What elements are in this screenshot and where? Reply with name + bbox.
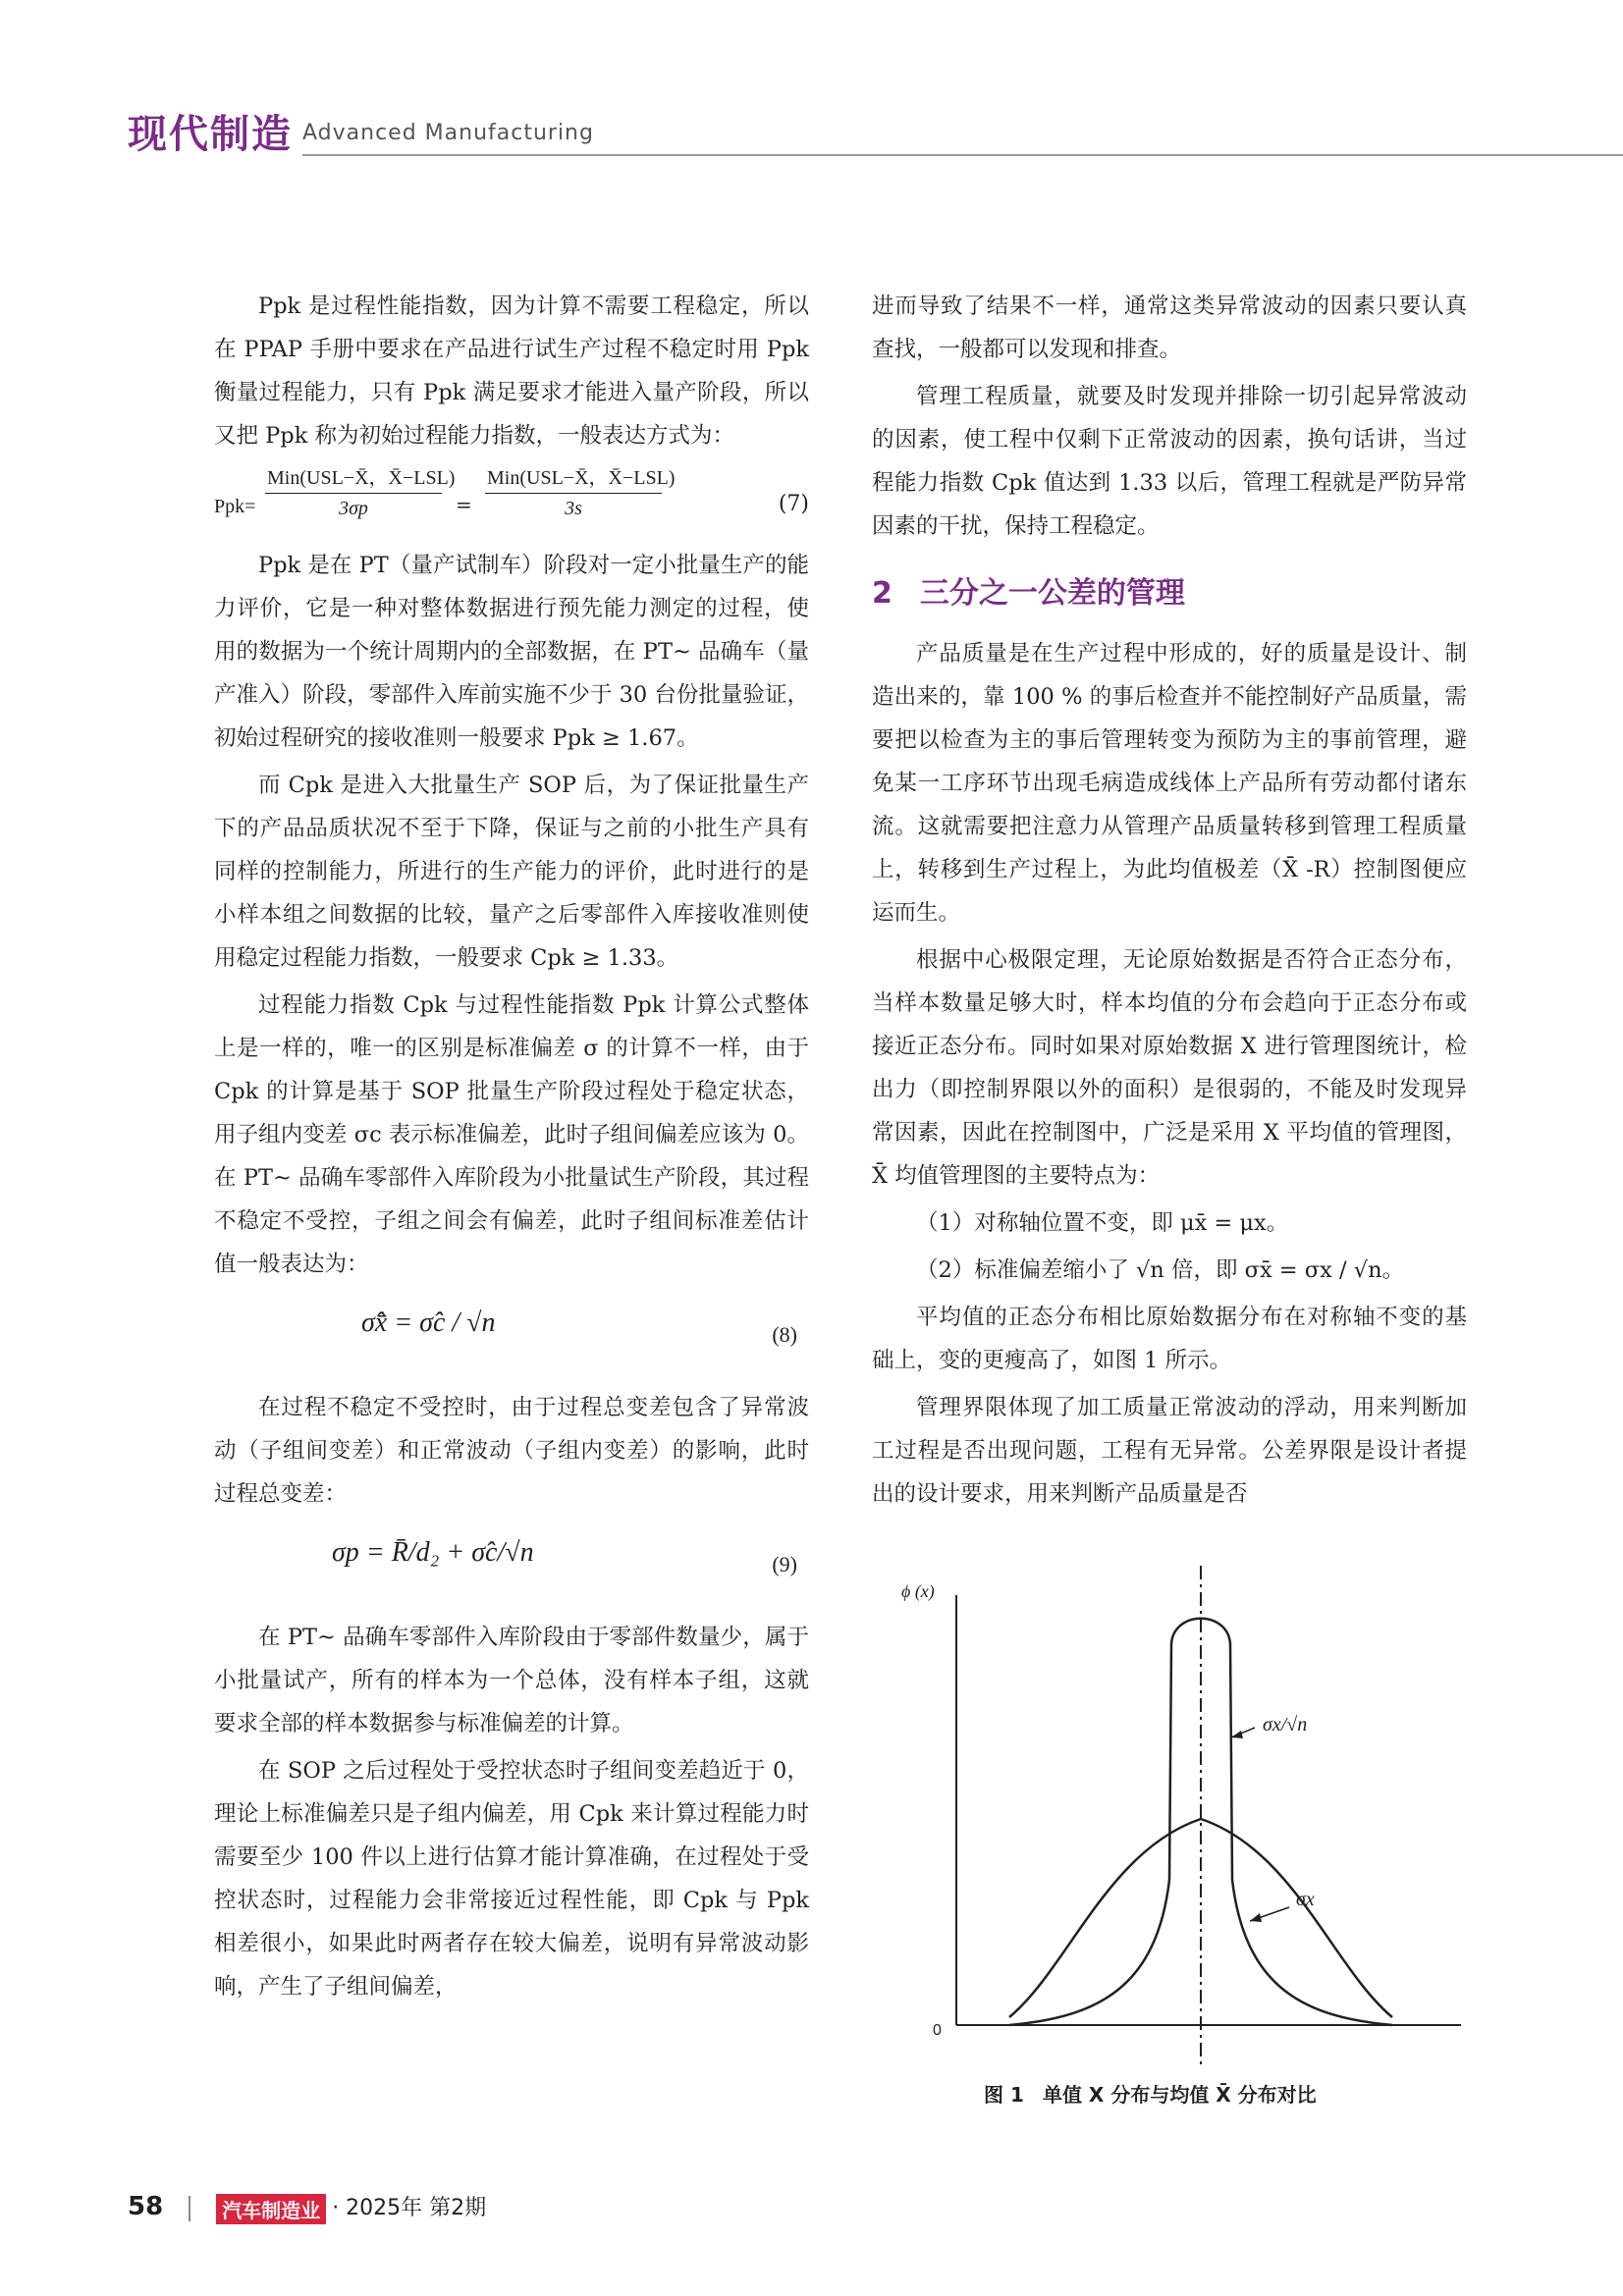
right-column [872,285,1467,1520]
left-column [214,285,809,2012]
footer-divider [189,2196,190,2221]
equation-9 [214,1522,809,1610]
page-header [128,103,1623,158]
paragraph: 进而导致了结果不一样，通常这类异常波动的因素只要认真查找，一般都可以发现和排查。 [872,294,1467,362]
caption-text: 单值 X 分布与均值 X̄ 分布对比 [1042,2083,1317,2107]
equation-body: σp = R̄/d₂ + σ̂c/√n [332,1537,534,1568]
figure-caption [984,2079,1317,2108]
magazine-logo: 汽车制造业 [216,2194,326,2224]
paragraph: 产品质量是在生产过程中形成的，好的质量是设计、制造出来的，靠 100 % 的事后检查并不能控制好产品质量，需要把以检查为主的事后管理转变为预防为主的事前管理，避免某一工序环节出现毛病造成线体上产品所有劳动都付诸东流。这就需要把注意力从管理产品质量转移到管理工程质量上，转移到生产过程上，为此均值极差（X̄ -R）控制图便应运而生。 [872,641,1467,926]
denominator: 3σp [339,498,368,519]
origin-label: 0 [933,2022,942,2039]
y-axis-label: ϕ (x) [901,1581,935,1601]
distribution-diagram [872,1556,1481,2066]
equation-8 [214,1292,809,1380]
paragraph: 管理工程质量，就要及时发现并排除一切引起异常波动的因素，使工程中仅剩下正常波动的因素，换句话讲，当过程能力指数 Cpk 值达到 1.33 以后，管理工程就是严防异常因素的干扰，保持工程稳定。 [872,384,1467,539]
header-rule [302,154,1623,156]
paragraph: Ppk 是过程性能指数，因为计算不需要工程稳定，所以在 PPAP 手册中要求在产品进行试生产过程不稳定时用 Ppk 衡量过程能力，只有 Ppk 满足要求才能进入量产阶段，所以又把 Ppk 称为初始过程能力指数，一般表达方式为： [214,294,809,449]
equation-lhs: Ppk= [214,496,256,517]
numerator: Min(USL−X̄，X̄−LSL) [265,463,442,494]
section-title: 三分之一公差的管理 [919,576,1185,611]
fraction [265,463,456,523]
section-heading [872,569,1467,618]
paragraph: 在 SOP 之后过程处于受控状态时子组间变差趋近于 0，理论上标准偏差只是子组内偏差，用 Cpk 来计算过程能力时需要至少 100 件以上进行估算才能计算准确，在过程处于受控状态时，过程能力会非常接近过程性能，即 Cpk 与 Ppk 相差很小，如果此时两者存在较大偏差，说明有异常波动影响，产生了子组间偏差， [214,1758,809,2000]
equation-7 [214,461,809,538]
section-number: 2 [872,576,893,611]
paragraph: 在 PT~ 品确车零部件入库阶段由于零部件数量少，属于小批量试产，所有的样本为一个总体，没有样本子组，这就要求全部的样本数据参与标准偏差的计算。 [214,1625,809,1736]
equals-sign: = [456,493,472,516]
journal-section-title: 现代制造 [128,112,293,157]
arrowhead [1231,1731,1243,1738]
arrowhead [1250,1913,1262,1922]
page-footer [128,2191,486,2224]
equation-number: (7) [778,492,809,516]
journal-section-title-en: Advanced Manufacturing [302,121,594,145]
equation-number: (9) [772,1552,797,1576]
caption-number: 图 1 [984,2083,1024,2107]
list-item: （2）标准偏差缩小了 √n 倍，即 σx̄ = σx / √n。 [916,1257,1405,1283]
paragraph: 根据中心极限定理，无论原始数据是否符合正态分布，当样本数量足够大时，样本均值的分布会趋向于正态分布或接近正态分布。同时如果对原始数据 X 进行管理图统计，检出力（即控制界限以外的面积）是很弱的，不能及时发现异常因素，因此在控制图中，广泛是采用 X 平均值的管理图，X̄ 均值管理图的主要特点为： [872,947,1467,1189]
paragraph: 管理界限体现了加工质量正常波动的浮动，用来判断加工过程是否出现问题，工程有无异常。公差界限是设计者提出的设计要求，用来判断产品质量是否 [872,1395,1467,1507]
figure-1 [872,1556,1481,2125]
list-item: （1）对称轴位置不变，即 μx̄ = μx。 [916,1210,1289,1236]
paragraph: 平均值的正态分布相比原始数据分布在对称轴不变的基础上，变的更瘦高了，如图 1 所示。 [872,1305,1467,1373]
paragraph: 过程能力指数 Cpk 与过程性能指数 Ppk 计算公式整体上是一样的，唯一的区别是标准偏差 σ 的计算不一样，由于 Cpk 的计算是基于 SOP 批量生产阶段过程处于稳定状态，用子组内变差 σc 表示标准偏差，此时子组间偏差应该为 0。在 PT~ 品确车零部件入库阶段为小批量试生产阶段，其过程不稳定不受控，子组之间会有偏差，此时子组间标准差估计值一般表达为： [214,992,809,1277]
issue-info: · 2025年 第2期 [332,2196,487,2220]
wide-curve-label: σx [1296,1889,1315,1910]
narrow-curve-label: σx/√n [1263,1714,1308,1735]
fraction [485,463,676,523]
paragraph: 而 Cpk 是进入大批量生产 SOP 后，为了保证批量生产下的产品品质状况不至于下降，保证与之前的小批生产具有同样的控制能力，所进行的生产能力的评价，此时进行的是小样本组之间数据的比较，量产之后零部件入库接收准则使用稳定过程能力指数，一般要求 Cpk ≥ 1.33。 [214,773,809,971]
page-number: 58 [128,2192,164,2221]
equation-number: (8) [772,1322,797,1347]
equation-body: σ̂x̄ = σ̂c / √n [361,1308,496,1338]
numerator: Min(USL−X̄，X̄−LSL) [485,463,662,494]
paragraph: 在过程不稳定不受控时，由于过程总变差包含了异常波动（子组间变差）和正常波动（子组内变差）的影响，此时过程总变差： [214,1395,809,1507]
denominator: 3s [565,498,582,519]
paragraph: Ppk 是在 PT（量产试制车）阶段对一定小批量生产的能力评价，它是一种对整体数据进行预先能力测定的过程，使用的数据为一个统计周期内的全部数据，在 PT~ 品确车（量产准入）阶段，零部件入库前实施不少于 30 台份批量验证，初始过程研究的接收准则一般要求 Ppk ≥ 1.67。 [214,553,809,751]
